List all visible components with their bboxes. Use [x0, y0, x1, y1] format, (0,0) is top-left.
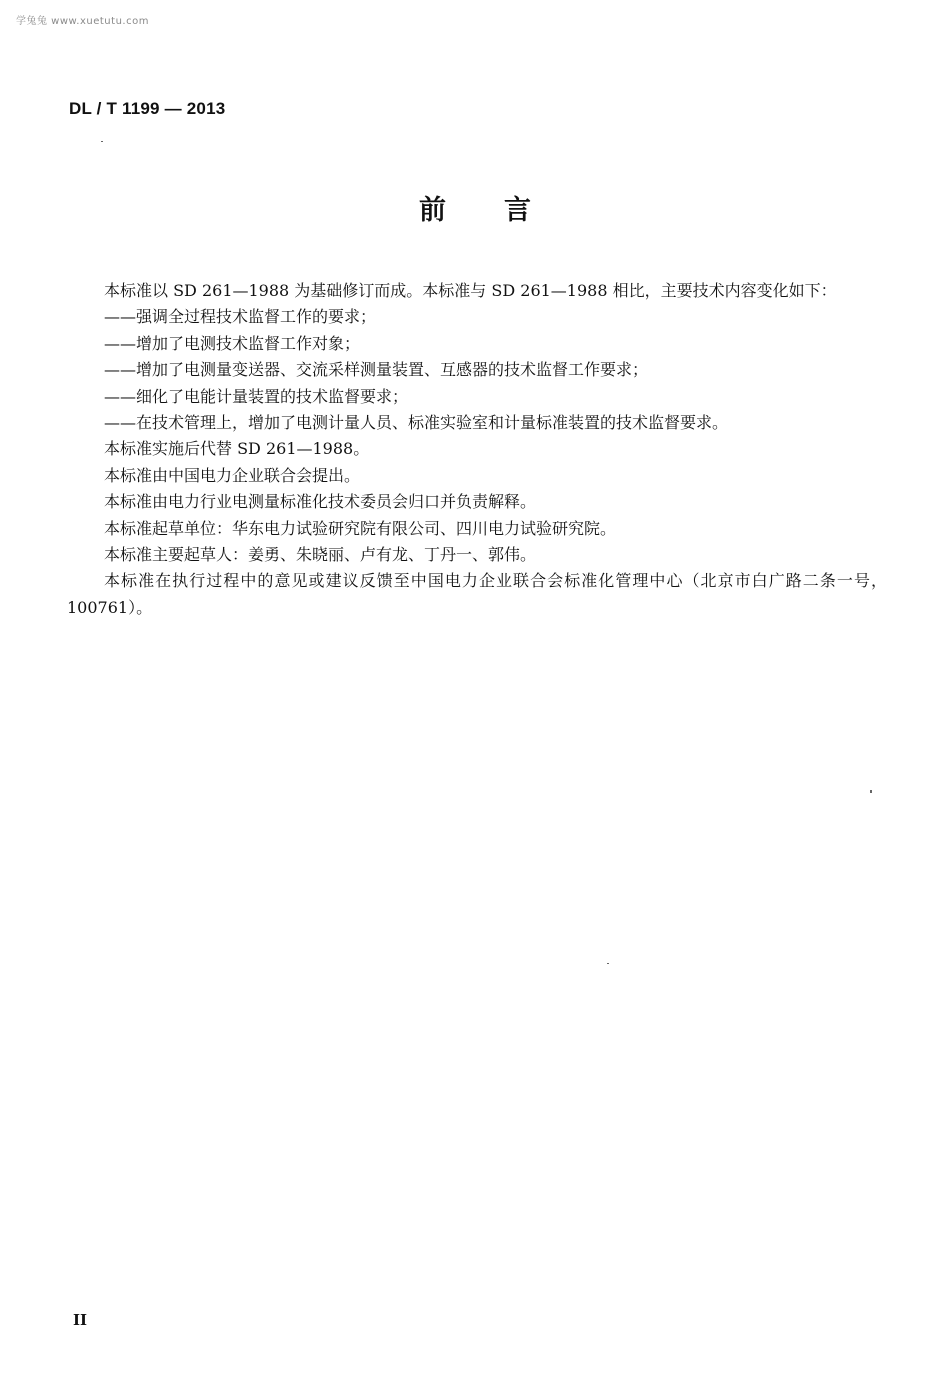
paragraph: 本标准在执行过程中的意见或建议反馈至中国电力企业联合会标准化管理中心（北京市白广路二条一号，100761）。: [67, 571, 887, 617]
scan-speck: [607, 963, 609, 964]
paragraph: 本标准实施后代替 SD 261—1988。: [104, 439, 370, 459]
standard-code: DL / T 1199 — 2013: [69, 99, 226, 118]
paragraph: 本标准起草单位：华东电力试验研究院有限公司、四川电力试验研究院。: [104, 518, 617, 538]
foreword-body: [67, 278, 887, 621]
list-item: ——在技术管理上，增加了电测计量人员、标准实验室和计量标准装置的技术监督要求。: [104, 413, 729, 433]
list-item: ——细化了电能计量装置的技术监督要求；: [104, 386, 409, 406]
page-title: 前言: [419, 195, 589, 226]
list-item: ——增加了电测量变送器、交流采样测量装置、互感器的技术监督工作要求；: [104, 360, 649, 380]
paragraph: 本标准以 SD 261—1988 为基础修订而成。本标准与 SD 261—1988 相比，主要技术内容变化如下：: [104, 281, 837, 300]
watermark-text: 学兔兔 www.xuetutu.com: [16, 16, 149, 27]
list-item: ——强调全过程技术监督工作的要求；: [104, 307, 377, 327]
paragraph: 本标准由中国电力企业联合会提出。: [104, 465, 361, 485]
page-number: II: [73, 1311, 88, 1329]
paragraph: 本标准由电力行业电测量标准化技术委员会归口并负责解释。: [104, 492, 537, 512]
scan-speck: [870, 790, 872, 793]
scan-speck: [101, 141, 103, 142]
paragraph: 本标准主要起草人：姜勇、朱晓丽、卢有龙、丁丹一、郭伟。: [104, 545, 537, 565]
list-item: ——增加了电测技术监督工作对象；: [104, 333, 361, 353]
